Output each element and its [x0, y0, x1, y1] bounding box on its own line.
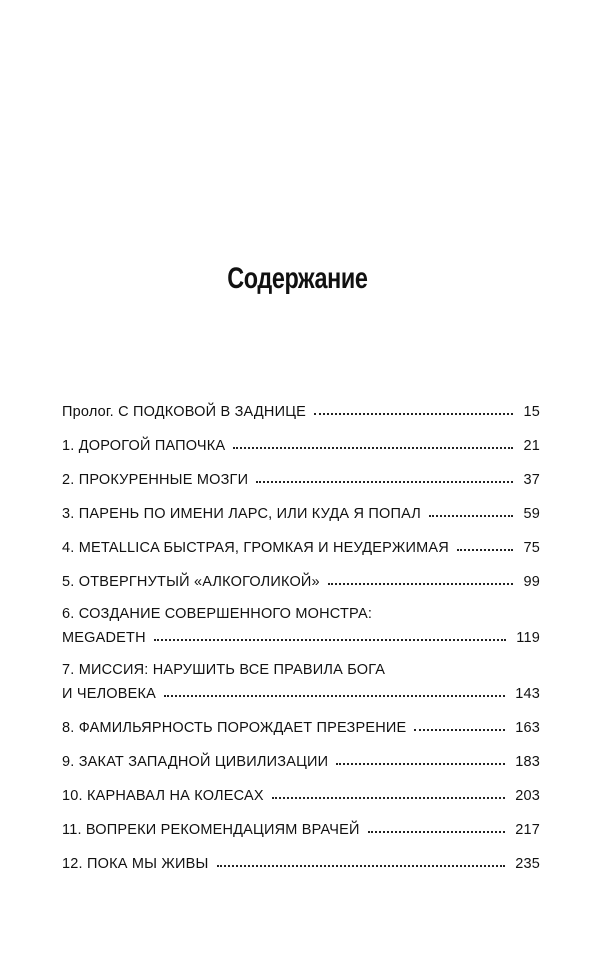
toc-entry-title-line1: 6. СОЗДАНИЕ СОВЕРШЕННОГО МОНСТРА: [62, 606, 373, 622]
toc-entry-12[interactable] [62, 854, 540, 888]
dot-leader [154, 627, 507, 641]
toc-entry-page: 21 [523, 438, 540, 454]
toc-entry-3[interactable] [62, 504, 540, 538]
toc-entry-page: 217 [515, 822, 540, 838]
dot-leader [414, 717, 505, 731]
toc-entry-page: 119 [516, 630, 540, 646]
toc-entry-page: 235 [515, 856, 540, 872]
toc-entry-page: 99 [523, 574, 540, 590]
dot-leader [457, 537, 514, 551]
toc-entry-11[interactable] [62, 820, 540, 854]
toc-entry-page: 37 [523, 472, 540, 488]
dot-leader [164, 683, 505, 697]
toc-entry-4[interactable] [62, 538, 540, 572]
toc-entry-7[interactable] [62, 662, 540, 718]
dot-leader [368, 819, 506, 833]
toc-entry-title: 8. ФАМИЛЬЯРНОСТЬ ПОРОЖДАЕТ ПРЕЗРЕНИЕ [62, 720, 407, 736]
toc-entry-page: 15 [523, 404, 540, 420]
toc-entry-title-line1: 7. МИССИЯ: НАРУШИТЬ ВСЕ ПРАВИЛА БОГА [62, 662, 386, 678]
toc-entry-8[interactable] [62, 718, 540, 752]
dot-leader [328, 571, 514, 585]
toc-entry-title: Пролог. С ПОДКОВОЙ В ЗАДНИЦЕ [62, 404, 307, 420]
page-title: Содержание [227, 262, 368, 295]
toc-entry-title: 1. ДОРОГОЙ ПАПОЧКА [62, 438, 226, 454]
toc-entry-9[interactable] [62, 752, 540, 786]
toc-entry-6[interactable] [62, 606, 540, 662]
toc-entry-10[interactable] [62, 786, 540, 820]
toc-entry-title: 4. METALLICA БЫСТРАЯ, ГРОМКАЯ И НЕУДЕРЖИМАЯ [62, 540, 449, 556]
toc-entry-title: 10. КАРНАВАЛ НА КОЛЕСАХ [62, 788, 264, 804]
toc-entry-title-line2: И ЧЕЛОВЕКА [62, 686, 157, 702]
dot-leader [314, 401, 513, 415]
table-of-contents [62, 402, 540, 888]
dot-leader [217, 853, 506, 867]
dot-leader [336, 751, 505, 765]
toc-entry-title: 11. ВОПРЕКИ РЕКОМЕНДАЦИЯМ ВРАЧЕЙ [62, 822, 360, 838]
toc-entry-page: 75 [523, 540, 540, 556]
toc-entry-page: 143 [515, 686, 540, 702]
toc-entry-title-line2: MEGADETH [62, 630, 146, 646]
toc-entry-2[interactable] [62, 470, 540, 504]
toc-entry-title: 12. ПОКА МЫ ЖИВЫ [62, 856, 209, 872]
toc-entry-5[interactable] [62, 572, 540, 606]
toc-entry-title: 3. ПАРЕНЬ ПО ИМЕНИ ЛАРС, ИЛИ КУДА Я ПОПАЛ [62, 506, 422, 522]
dot-leader [272, 785, 506, 799]
toc-entry-page: 59 [523, 506, 540, 522]
toc-entry-title: 9. ЗАКАТ ЗАПАДНОЙ ЦИВИЛИЗАЦИИ [62, 754, 329, 770]
toc-entry-1[interactable] [62, 436, 540, 470]
toc-entry-prologue[interactable] [62, 402, 540, 436]
toc-entry-title: 2. ПРОКУРЕННЫЕ МОЗГИ [62, 472, 249, 488]
toc-entry-page: 183 [515, 754, 540, 770]
toc-entry-title: 5. ОТВЕРГНУТЫЙ «АЛКОГОЛИКОЙ» [62, 574, 320, 590]
toc-entry-page: 163 [515, 720, 540, 736]
toc-entry-page: 203 [515, 788, 540, 804]
dot-leader [256, 469, 513, 483]
dot-leader [429, 503, 513, 517]
dot-leader [233, 435, 513, 449]
